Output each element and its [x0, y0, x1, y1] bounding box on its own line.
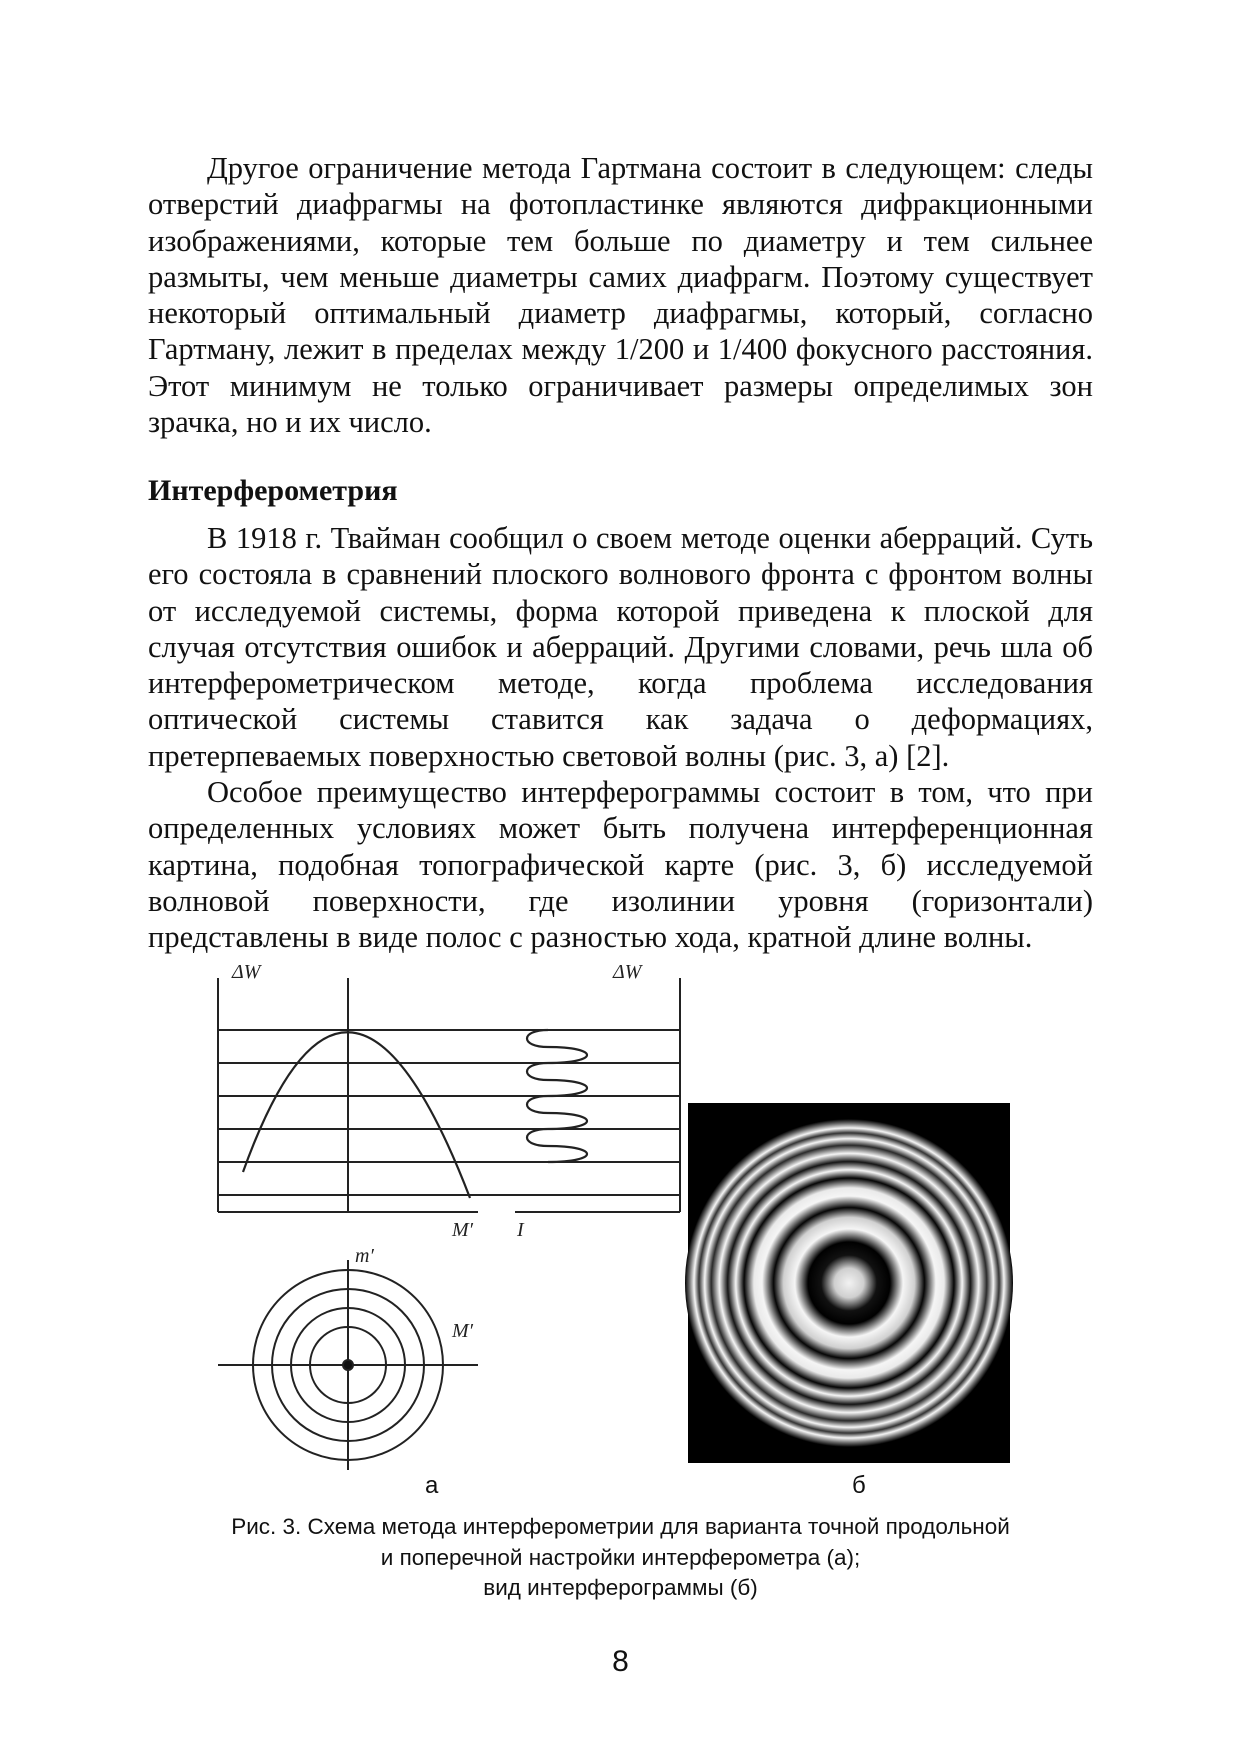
panel-a-label: а — [425, 1472, 439, 1499]
i-axis-label: I — [517, 1219, 524, 1241]
paragraph-hartmann-limitation: Другое ограничение метода Гартмана состоит в следующем: следы отверстий диафрагмы на фотопластинке являются дифракционными изображениями, которые тем больше по диаметру и тем сильнее размыты, чем меньше диаметры самих диафрагм. Поэтому существует некоторый оптимальный диаметр диафрагмы, который, согласно Гартману, лежит в пределах между 1/200 и 1/400 фокусного расстояния. Этот минимум не только ограничивает размеры определимых зон зрачка, но и их число. — [148, 151, 1093, 440]
figure-caption — [148, 1512, 1093, 1604]
caption-line-2: и поперечной настройки интерферометра (а); — [380, 1544, 861, 1570]
diagram-a-upper — [218, 978, 680, 1212]
delta-w-left-label: ΔW — [232, 961, 261, 983]
center-dot — [343, 1360, 353, 1370]
page-number: 8 — [612, 1645, 629, 1678]
paragraph-interferogram-advantage: Особое преимущество интерферограммы состоит в том, что при определенных условиях может быть получена интерференционная картина, подобная топографической карте (рис. 3, б) исследуемой волновой поверхности, где изолинии уровня (горизонтали) представлены в виде полос с разностью хода, кратной длине волны. — [148, 775, 1093, 955]
m-prime-right-label: M′ — [452, 1320, 474, 1342]
paragraph-twyman-method: В 1918 г. Твайман сообщил о своем методе оценки аберраций. Суть его состояла в сравнений плоского волнового фронта с фронтом волны от исследуемой системы, форма которой приведена к плоской для случая отсутствия ошибок и аберраций. Другими словами, речь шла об интерферометрическом методе, когда проблема исследования оптической системы ставится как задача о деформациях, претерпеваемых поверхностью световой волны (рис. 3, а) [2]. — [148, 521, 1093, 773]
wavefront-parabola — [243, 1032, 470, 1198]
diagram-a-lower — [218, 1260, 478, 1470]
interferogram-rings — [685, 1119, 1013, 1447]
panel-b-label: б — [852, 1472, 866, 1499]
delta-w-right-label: ΔW — [613, 961, 642, 983]
interferogram-b — [685, 1103, 1013, 1463]
m-prime-axis-label: M′ — [452, 1219, 474, 1241]
caption-line-3: вид интерферограммы (б) — [483, 1575, 758, 1600]
caption-line-1: Рис. 3. Схема метода интерферометрии для варианта точной продольной — [231, 1514, 1010, 1539]
section-heading: Интерферометрия — [148, 474, 398, 507]
m-prime-top-label: m′ — [355, 1245, 374, 1267]
